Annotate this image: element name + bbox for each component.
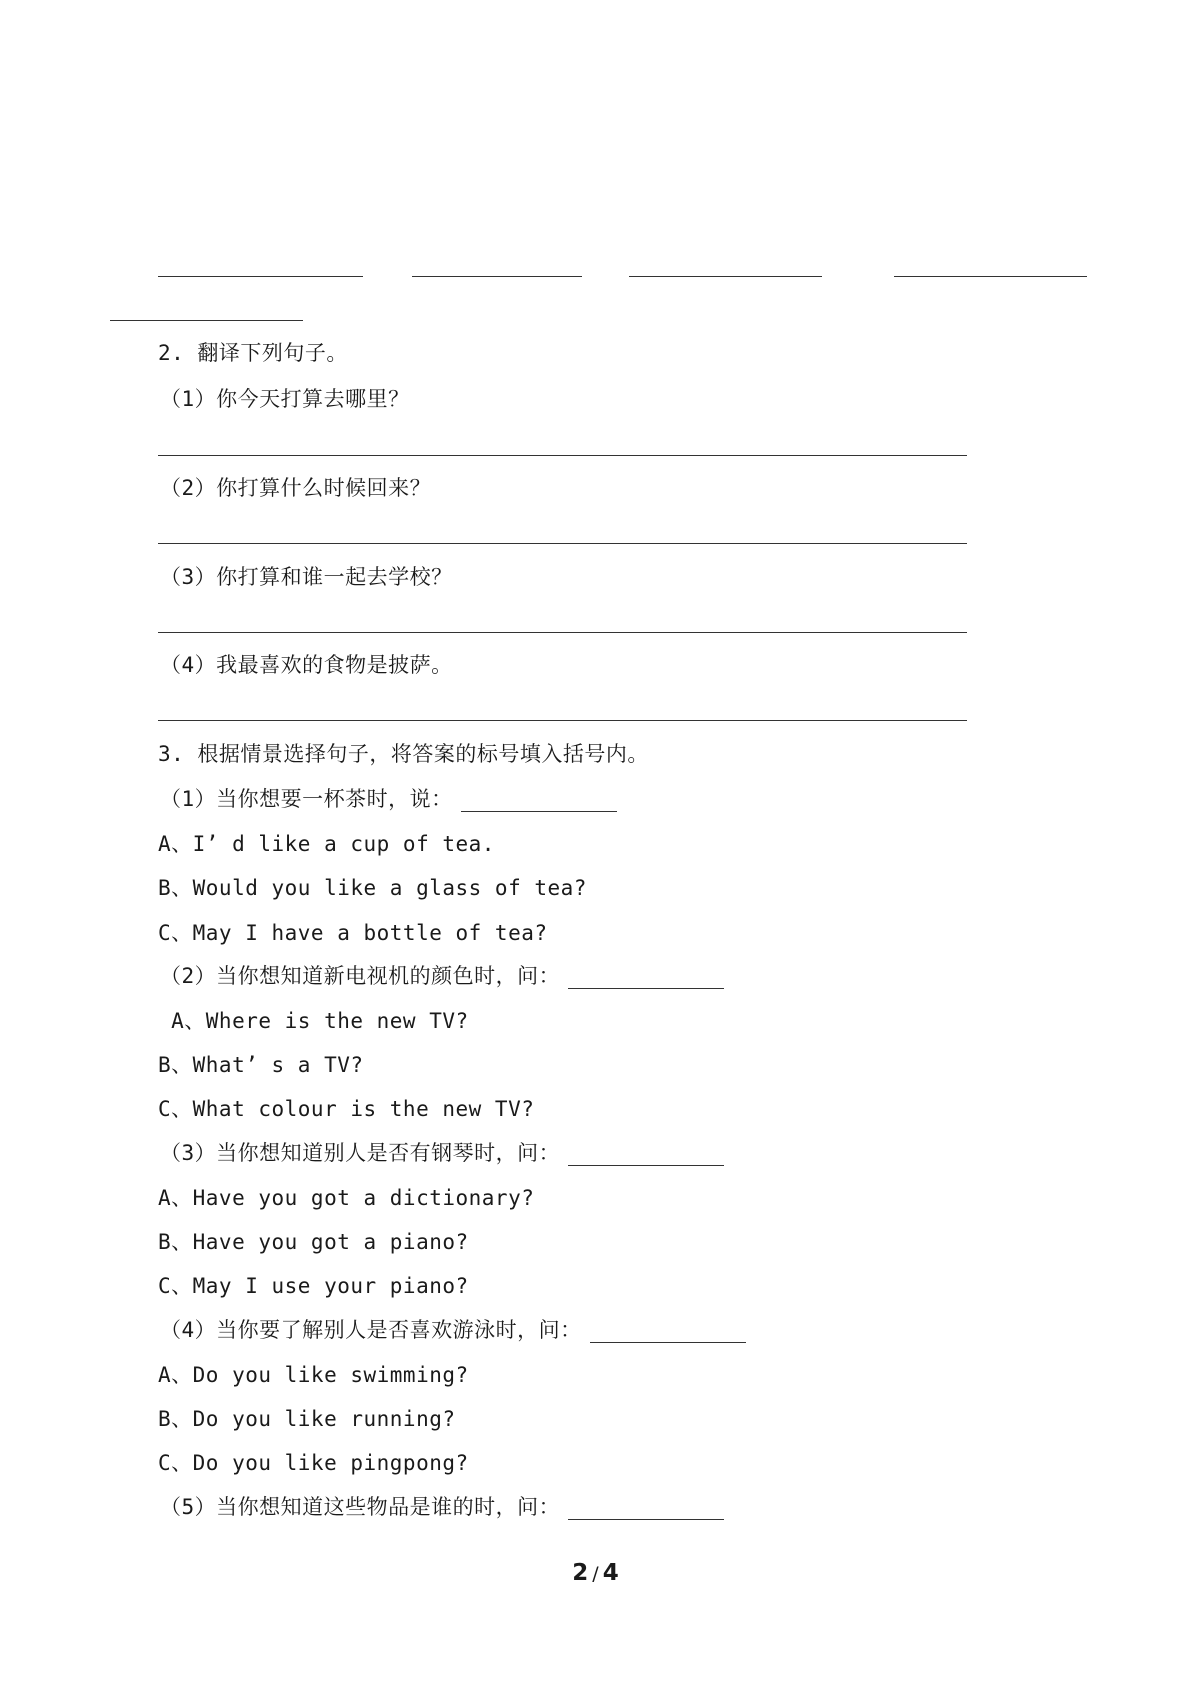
page-separator: / <box>592 1563 599 1585</box>
question-prompt: （1）当你想要一杯茶时，说： <box>160 787 453 811</box>
option-b: B、What’ s a TV? <box>158 1053 364 1077</box>
answer-blank[interactable] <box>894 276 1087 277</box>
option-a: A、Where is the new TV? <box>158 1009 469 1033</box>
translate-item-4: （4）我最喜欢的食物是披萨。 <box>160 653 453 677</box>
option-b: B、Have you got a piano? <box>158 1230 469 1254</box>
section-2-heading: 2. 翻译下列句子。 <box>158 341 348 365</box>
question-4 <box>160 1317 746 1343</box>
answer-blank[interactable] <box>461 791 617 812</box>
page-number <box>0 1560 1191 1586</box>
translate-item-2: （2）你打算什么时候回来？ <box>160 476 432 500</box>
option-a: A、Do you like swimming? <box>158 1363 469 1387</box>
answer-blank[interactable] <box>568 1145 724 1166</box>
question-2 <box>160 963 724 989</box>
question-prompt: （5）当你想知道这些物品是谁的时，问： <box>160 1495 561 1519</box>
answer-blank[interactable] <box>629 276 822 277</box>
answer-blank[interactable] <box>568 1499 724 1520</box>
option-c: C、May I use your piano? <box>158 1274 469 1298</box>
option-c: C、May I have a bottle of tea? <box>158 921 548 945</box>
answer-line[interactable] <box>158 543 967 544</box>
question-1 <box>160 786 617 812</box>
translate-item-1: （1）你今天打算去哪里？ <box>160 387 410 411</box>
answer-blank[interactable] <box>568 968 724 989</box>
answer-line[interactable] <box>158 720 967 721</box>
option-c: C、What colour is the new TV? <box>158 1097 535 1121</box>
question-3 <box>160 1140 724 1166</box>
answer-line[interactable] <box>158 632 967 633</box>
answer-blank[interactable] <box>158 276 363 277</box>
question-prompt: （4）当你要了解别人是否喜欢游泳时，问： <box>160 1318 582 1342</box>
option-a: A、I’ d like a cup of tea. <box>158 832 495 856</box>
question-prompt: （3）当你想知道别人是否有钢琴时，问： <box>160 1141 561 1165</box>
option-b: B、Do you like running? <box>158 1407 456 1431</box>
answer-blank[interactable] <box>590 1322 746 1343</box>
section-3-heading: 3. 根据情景选择句子，将答案的标号填入括号内。 <box>158 742 649 766</box>
translate-item-3: （3）你打算和谁一起去学校？ <box>160 565 453 589</box>
option-a: A、Have you got a dictionary? <box>158 1186 535 1210</box>
question-5 <box>160 1494 724 1520</box>
answer-line[interactable] <box>158 455 967 456</box>
option-c: C、Do you like pingpong? <box>158 1451 469 1475</box>
option-b: B、Would you like a glass of tea? <box>158 876 587 900</box>
answer-blank[interactable] <box>412 276 582 277</box>
current-page: 2 <box>572 1560 589 1586</box>
answer-blank[interactable] <box>110 320 303 321</box>
question-prompt: （2）当你想知道新电视机的颜色时，问： <box>160 964 561 988</box>
total-pages: 4 <box>602 1560 619 1586</box>
